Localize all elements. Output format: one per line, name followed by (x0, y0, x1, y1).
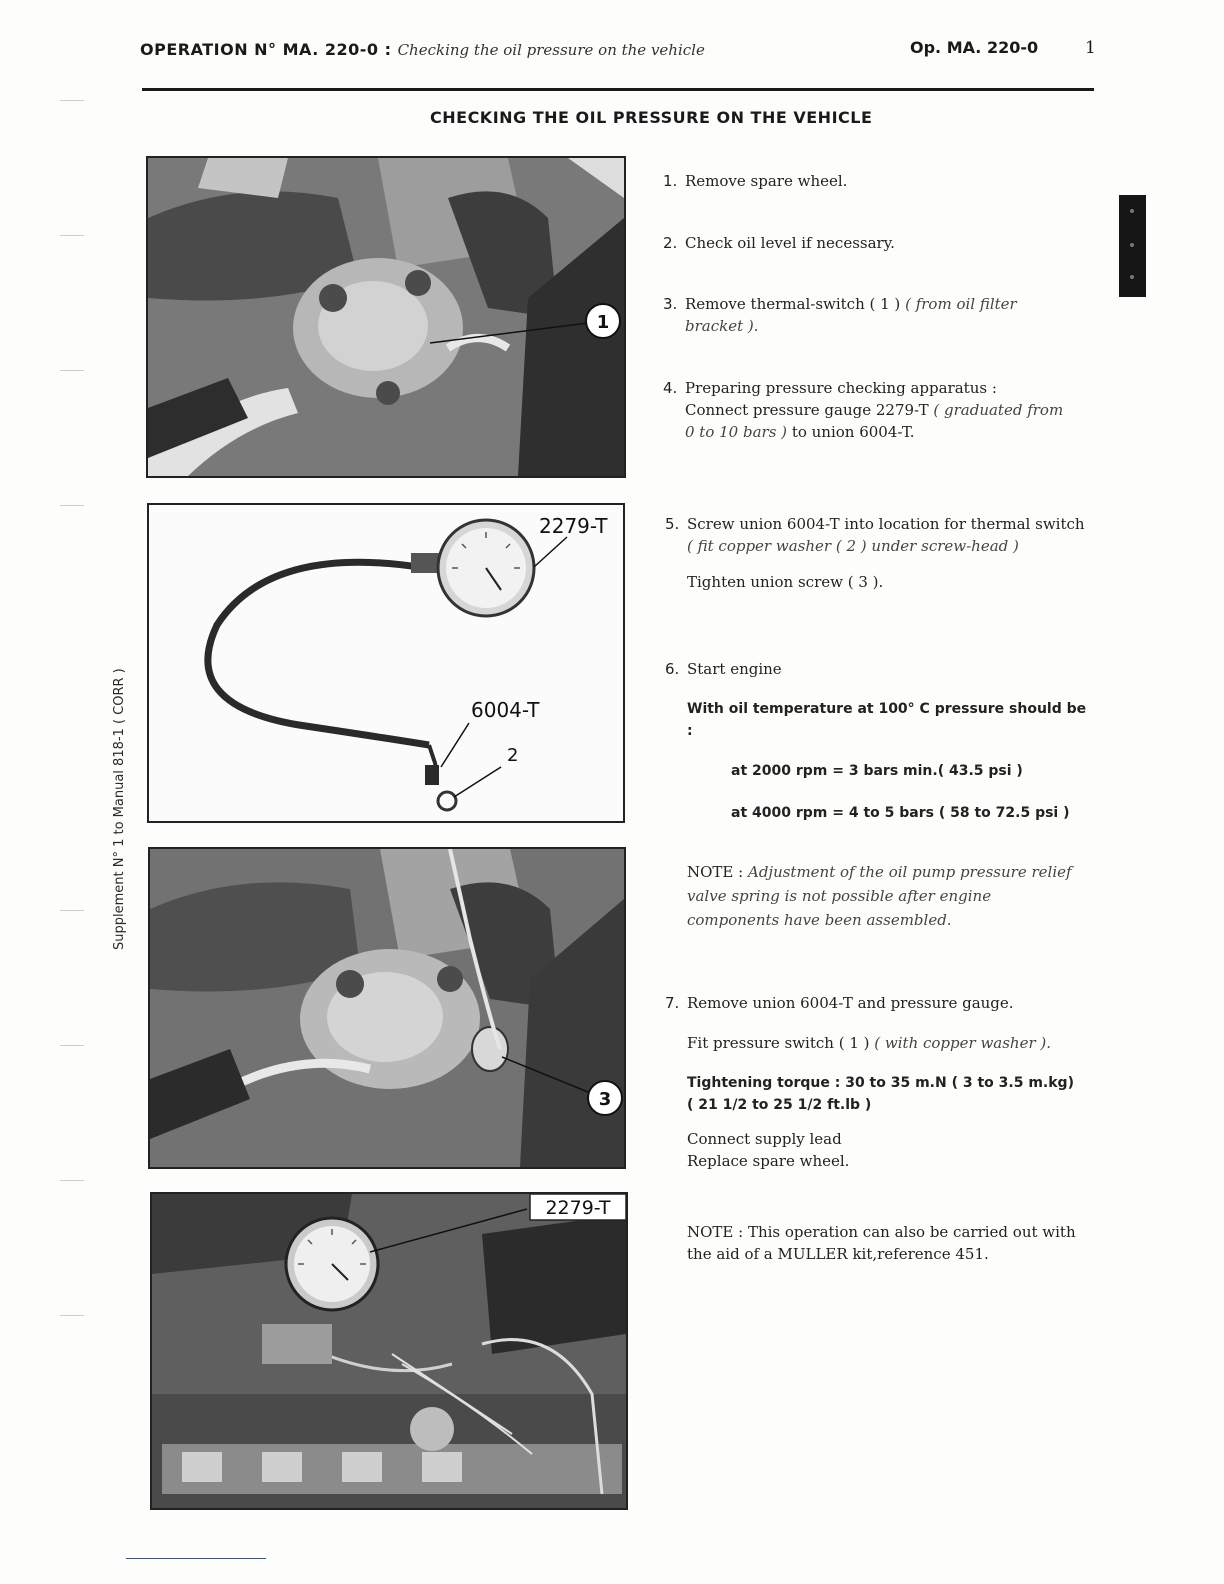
label-gauge: 2279-T (539, 514, 608, 538)
callout-3: 3 (598, 1089, 612, 1110)
scan-mark (60, 100, 84, 101)
page-title: CHECKING THE OIL PRESSURE ON THE VEHICLE (430, 108, 873, 127)
callout-1: 1 (596, 312, 610, 333)
header-reference: Op. MA. 220-0 (910, 38, 1039, 57)
footer-line (126, 1558, 266, 1559)
step-6: 6. Start engine With oil temperature at 100° C pressure should be : at 2000 rpm = 3 bars min.( 43.5 psi ) at 4000 rpm = 4 to 5 bars ( 58 to 72.5 psi ) NOTE : Adjustment of the oil pump pressure relief valve spring is not possible after engine components have been assembled. (665, 658, 1095, 932)
label-gauge-installed: 2279-T (545, 1197, 611, 1219)
section-tab-marker (1119, 195, 1146, 297)
step-4: 4. Preparing pressure checking apparatus : Connect pressure gauge 2279-T ( graduated from 0 to 10 bars ) to union 6004-T. (663, 379, 1064, 441)
step-5-tighten: Tighten union screw ( 3 ). (687, 573, 884, 591)
header-rule (142, 88, 1094, 91)
operation-subtitle: Checking the oil pressure on the vehicle (397, 41, 705, 59)
step-3: 3. Remove thermal-switch ( 1 ) ( from oil filter bracket ). (663, 295, 1017, 335)
side-supplement-text: Supplement N° 1 to Manual 818-1 ( CORR ) (112, 668, 127, 950)
header-operation: OPERATION N° MA. 220-0 : Checking the oil pressure on the vehicle (140, 40, 705, 59)
torque-imperial: ( 21 1/2 to 25 1/2 ft.lb ) (687, 1097, 872, 1113)
step-7: 7. Remove union 6004-T and pressure gauge. Fit pressure switch ( 1 ) ( with copper washer ). Tightening torque : 30 to 35 m.N ( 3 to 3.5 m.kg) ( 21 1/2 to 25 1/2 ft.lb ) Connect supply lead Replace spare wheel. (665, 992, 1105, 1172)
callout-2: 2 (507, 745, 519, 766)
final-note: NOTE : This operation can also be carried out with the aid of a MULLER kit,reference 451. (687, 1223, 1076, 1263)
scan-mark (60, 505, 84, 506)
label-union: 6004-T (471, 698, 540, 722)
scan-mark (60, 910, 84, 911)
pressure-2000rpm: at 2000 rpm = 3 bars min.( 43.5 psi ) (731, 763, 1023, 779)
scan-mark (60, 1045, 84, 1046)
figure-union-screw-photo (148, 847, 626, 1169)
scan-mark (60, 1180, 84, 1181)
scan-mark (60, 1315, 84, 1316)
figure-gauge-installed-photo (150, 1192, 628, 1510)
figure-gauge-apparatus (147, 503, 625, 823)
scan-mark (60, 235, 84, 236)
pressure-4000rpm: at 4000 rpm = 4 to 5 bars ( 58 to 72.5 psi ) (731, 805, 1070, 821)
note-relief-valve: NOTE : Adjustment of the oil pump pressure relief valve spring is not possible after engine components have been assembled. (687, 863, 1072, 929)
pressure-condition: With oil temperature at 100° C pressure should be : (687, 701, 1087, 739)
figure-thermal-switch-photo (146, 156, 626, 478)
step-5: 5. Screw union 6004-T into location for thermal switch ( fit copper washer ( 2 ) under screw-head ) Tighten union screw ( 3 ). (665, 515, 1085, 591)
step-1: 1. Remove spare wheel. (663, 172, 848, 190)
operation-number: OPERATION N° MA. 220-0 (140, 40, 379, 59)
step-2: 2. Check oil level if necessary. (663, 234, 895, 252)
scan-mark (60, 370, 84, 371)
page-number: 1 (1085, 38, 1096, 58)
torque-metric: Tightening torque : 30 to 35 m.N ( 3 to 3.5 m.kg) (687, 1075, 1074, 1091)
